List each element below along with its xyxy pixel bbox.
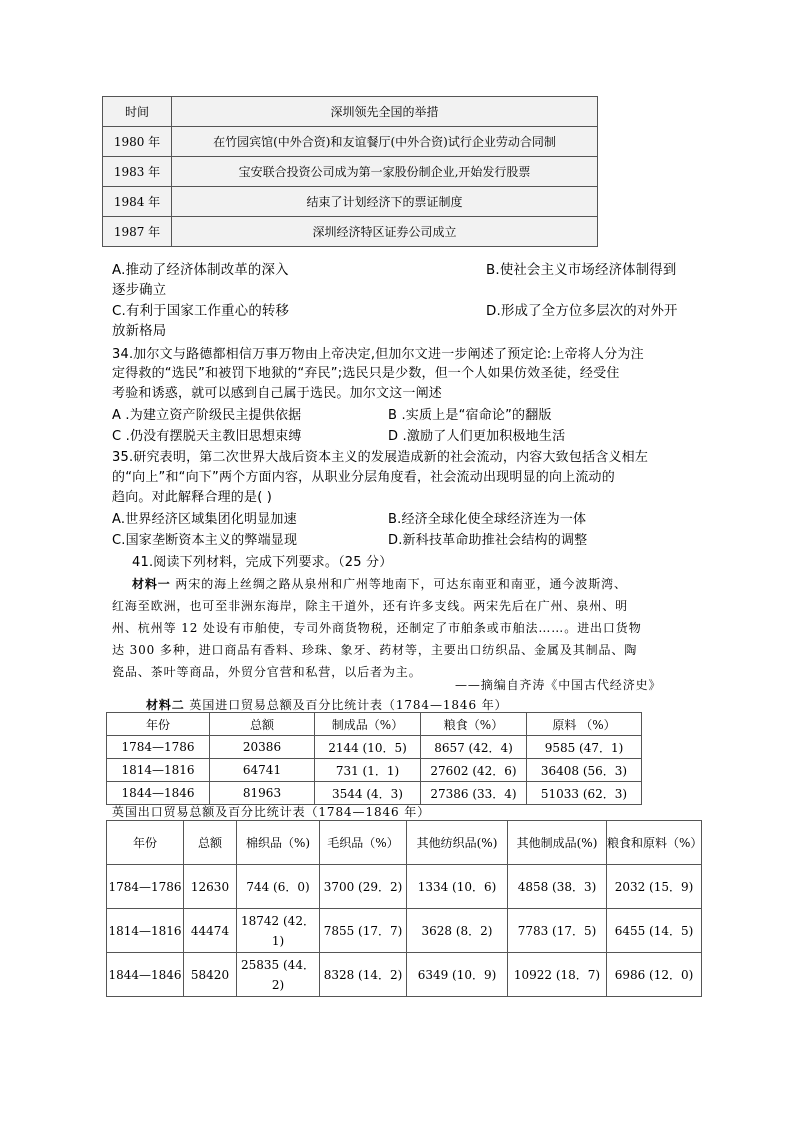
table-cell: 731 (1．1) — [315, 759, 421, 782]
q33-option-c: C.有利于国家工作重心的转移 — [112, 304, 290, 319]
q35-option-b: B.经济全球化使全球经济连为一体 — [388, 512, 587, 527]
table-cell: 1814—1816 — [107, 909, 184, 953]
table-cell: 10922 (18．7) — [508, 953, 607, 997]
material-one-line: 红海至欧洲，也可至非洲东海岸，除主干道外，还有许多支线。两宋先后在广州、泉州、明 — [112, 599, 629, 613]
table-cell: 9585 (47．1) — [527, 736, 642, 759]
q35-stem-line: 的“向上”和“向下”两个方面内容，从职业分层角度看，社会流动出现明显的向上流动的 — [112, 470, 615, 485]
table-cell: 27386 (33．4) — [421, 782, 527, 805]
table-cell: 在竹园宾馆(中外合资)和友谊餐厅(中外合资)试行企业劳动合同制 — [172, 127, 598, 157]
table-row — [107, 953, 702, 997]
q33-option-d: D.形成了全方位多层次的对外开 — [486, 304, 678, 319]
table-cell: 1334 (10．6) — [407, 865, 508, 909]
table-cell: 1980 年 — [103, 127, 172, 157]
table-cell: 4858 (38．3) — [508, 865, 607, 909]
q35-stem-line: 趋向。对此解释合理的是( ) — [112, 490, 273, 505]
q33-option-a: A.推动了经济体制改革的深入 — [112, 263, 289, 278]
table-row — [103, 97, 598, 127]
table-cell: 64741 — [210, 759, 315, 782]
q35-option-c: C.国家垄断资本主义的弊端显现 — [112, 533, 298, 548]
table-cell: 结束了计划经济下的票证制度 — [172, 187, 598, 217]
q34-stem-line: 考验和诱惑，就可以感到自己属于选民。加尔文这一阐述 — [112, 386, 443, 401]
material-one-line: 材料一 两宋的海上丝绸之路从泉州和广州等地南下，可达东南亚和南亚，通今波斯湾、 — [132, 577, 627, 591]
q34-option-d: D .激励了人们更加积极地生活 — [388, 429, 566, 444]
table-header-cell: 毛织品（%） — [320, 821, 407, 865]
material-one-label: 材料一 — [132, 577, 171, 591]
table-cell: 12630 — [184, 865, 237, 909]
table-cell: 25835 (44．2) — [237, 953, 320, 997]
table-cell: 3628 (8．2) — [407, 909, 508, 953]
table-cell: 1784—1786 — [107, 865, 184, 909]
table-row — [103, 187, 598, 217]
table-header-cell: 其他纺织品(%) — [407, 821, 508, 865]
table-cell: 36408 (56．3) — [527, 759, 642, 782]
table-cell: 宝安联合投资公司成为第一家股份制企业,开始发行股票 — [172, 157, 598, 187]
table-cell: 2032 (15．9) — [607, 865, 702, 909]
q34-stem-line: 34.加尔文与路德都相信万事万物由上帝决定,但加尔文进一步阐述了预定论:上帝将人分为注 — [112, 347, 644, 362]
q35-option-a: A.世界经济区域集团化明显加速 — [112, 512, 297, 527]
table-cell: 18742 (42．1) — [237, 909, 320, 953]
table-cell: 1984 年 — [103, 187, 172, 217]
table-cell: 8328 (14．2) — [320, 953, 407, 997]
table-cell: 8657 (42．4) — [421, 736, 527, 759]
table-row — [107, 909, 702, 953]
table-cell: 1844—1846 — [107, 953, 184, 997]
q33-option-b-cont: 逐步确立 — [112, 283, 167, 298]
q33-option-d-cont: 放新格局 — [112, 324, 167, 339]
table-cell: 1784—1786 — [107, 736, 210, 759]
table-cell: 1844—1846 — [107, 782, 210, 805]
q33-option-b: B.使社会主义市场经济体制得到 — [486, 263, 677, 278]
table-header-cell: 其他制成品(%) — [508, 821, 607, 865]
q34-option-c: C .仍没有摆脱天主教旧思想束缚 — [112, 429, 302, 444]
material-one-line: 瓷品、茶叶等商品，外贸分官营和私营，以后者为主。 — [112, 665, 422, 679]
table-cell: 27602 (42．6) — [421, 759, 527, 782]
table-header-cell: 棉织品（%) — [237, 821, 320, 865]
q41-intro: 41.阅读下列材料，完成下列要求。（25 分） — [132, 555, 393, 570]
q35-stem-line: 35.研究表明，第二次世界大战后资本主义的发展造成新的社会流动，内容大致包括含义相左 — [112, 450, 649, 465]
table-cell: 7855 (17．7) — [320, 909, 407, 953]
uk-export-table — [106, 820, 702, 997]
table-header-cell: 粮食和原料（%） — [607, 821, 702, 865]
q34-stem-line: 定得救的“选民”和被罚下地狱的“弃民”;选民只是少数，但一个人如果仿效圣徒，经受住 — [112, 366, 620, 381]
table-cell: 6349 (10．9) — [407, 953, 508, 997]
table-cell: 2144 (10．5) — [315, 736, 421, 759]
table-row — [103, 157, 598, 187]
material-one-line: 达 300 多种，进口商品有香料、珍珠、象牙、药材等，主要出口纺织品、金属及其制品、陶 — [112, 643, 638, 657]
table-cell: 6986 (12．0) — [607, 953, 702, 997]
q34-option-b: B .实质上是“宿命论”的翻版 — [388, 408, 552, 423]
table-row — [107, 821, 702, 865]
table-header-cell: 总额 — [210, 713, 315, 736]
table-row — [107, 782, 642, 805]
q35-option-d: D.新科技革命助推社会结构的调整 — [388, 533, 588, 548]
table-cell: 1983 年 — [103, 157, 172, 187]
table-cell: 744 (6．0) — [237, 865, 320, 909]
table-row — [107, 865, 702, 909]
table-header-cell: 原料 （%） — [527, 713, 642, 736]
q34-option-a: A .为建立资产阶级民主提供依据 — [112, 408, 302, 423]
table-cell: 20386 — [210, 736, 315, 759]
table-cell: 6455 (14．5) — [607, 909, 702, 953]
material-two-title: 材料二 英国进口贸易总额及百分比统计表（1784—1846 年） — [146, 698, 508, 712]
shenzhen-measures-table — [102, 96, 598, 247]
table-cell: 1814—1816 — [107, 759, 210, 782]
table-cell: 51033 (62．3) — [527, 782, 642, 805]
table-cell: 深圳经济特区证券公司成立 — [172, 217, 598, 247]
material-one-source: ——摘编自齐涛《中国古代经济史》 — [455, 678, 662, 692]
table-header-cell: 年份 — [107, 821, 184, 865]
table-cell: 44474 — [184, 909, 237, 953]
material-two-label: 材料二 — [146, 698, 185, 712]
uk-import-table — [106, 712, 642, 805]
table-cell: 58420 — [184, 953, 237, 997]
table-cell: 81963 — [210, 782, 315, 805]
table-header-cell: 年份 — [107, 713, 210, 736]
table-row — [103, 127, 598, 157]
table-cell: 3700 (29．2) — [320, 865, 407, 909]
table-cell: 3544 (4．3) — [315, 782, 421, 805]
table-header-cell: 粮食（%） — [421, 713, 527, 736]
table-cell: 1987 年 — [103, 217, 172, 247]
table-header-cell: 时间 — [103, 97, 172, 127]
table-header-cell: 总额 — [184, 821, 237, 865]
table-header-cell: 深圳领先全国的举措 — [172, 97, 598, 127]
table-row — [107, 713, 642, 736]
table-cell: 7783 (17．5) — [508, 909, 607, 953]
table-row — [107, 759, 642, 782]
table-row — [103, 217, 598, 247]
table-row — [107, 736, 642, 759]
table-header-cell: 制成品（%） — [315, 713, 421, 736]
export-table-title: 英国出口贸易总额及百分比统计表（1784—1846 年） — [112, 805, 431, 819]
material-one-line: 州、杭州等 12 处设有市舶使，专司外商货物税，还制定了市舶条或市舶法……。进出口货物 — [112, 621, 642, 635]
